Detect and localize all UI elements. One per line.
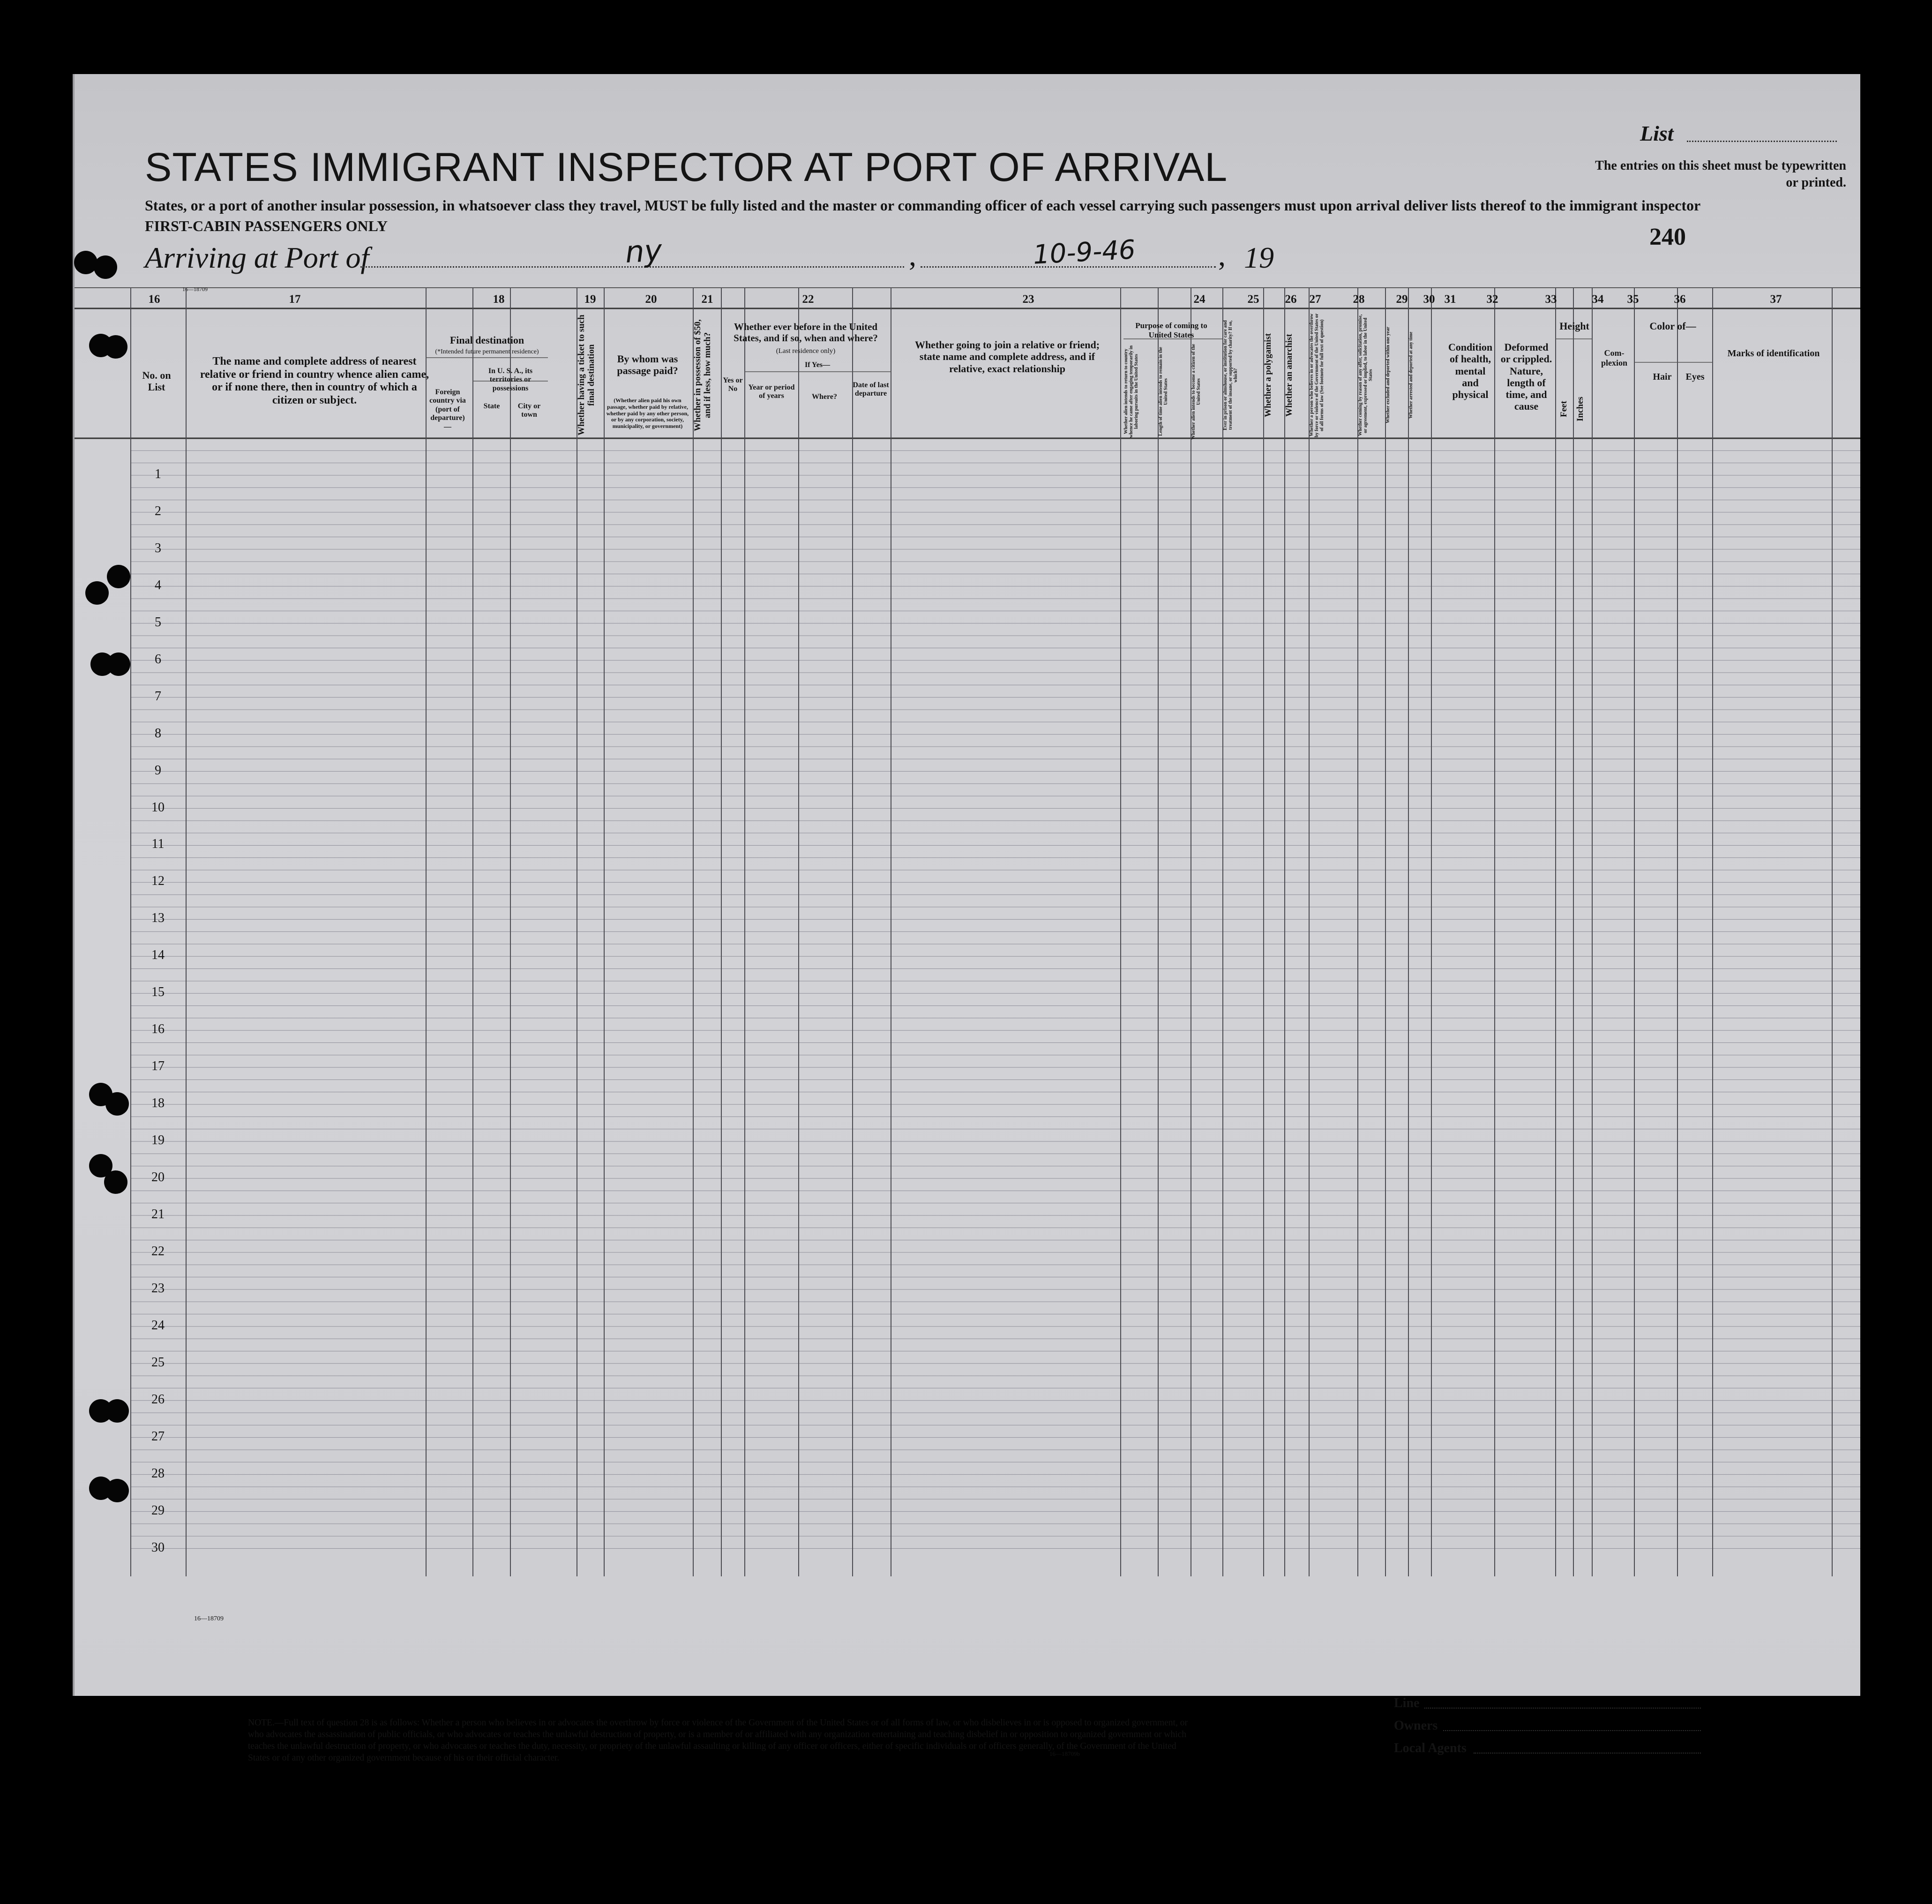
header-excluded-deported: Whether excluded and deported within one year [1385, 327, 1391, 424]
row-number: 19 [151, 1133, 165, 1148]
col-number-36: 36 [1674, 293, 1686, 306]
header-polygamist: Whether a polygamist [1263, 333, 1273, 418]
col-number-22: 22 [802, 293, 814, 306]
punch-hole [105, 1479, 129, 1502]
row-number: 3 [155, 540, 161, 555]
header-date-last-departure: Date of last departure [853, 381, 889, 398]
header-last-residence: (Last residence only) [776, 347, 836, 355]
punch-hole [94, 255, 117, 279]
row-number: 27 [151, 1429, 165, 1444]
header-if-yes: If Yes— [804, 361, 831, 369]
header-join-relative: Whether going to join a relative or friend; state name and complete address, and if relative, exact relationship [914, 339, 1100, 375]
row-number: 15 [151, 985, 165, 1000]
header-marks-identification: Marks of identification [1727, 348, 1820, 359]
row-number: 29 [151, 1503, 165, 1518]
header-passage-paid-note: (Whether alien paid his own passage, whether paid by relative, whether paid by any other person, or by any corporation, society, municipality, or government) [606, 397, 689, 430]
col-number-30: 30 [1423, 293, 1435, 306]
header-anarchist: Whether an anarchist [1284, 334, 1294, 417]
page-number: 240 [1649, 224, 1686, 250]
punch-hole [105, 1399, 129, 1423]
header-where: Where? [812, 393, 837, 401]
header-purpose-of-coming: Purpose of coming to United States [1135, 321, 1207, 339]
port-value: ny [624, 233, 663, 270]
owners-label: Owners [1394, 1718, 1438, 1733]
row-number: 25 [151, 1355, 165, 1370]
row-number: 26 [151, 1392, 165, 1407]
header-inches: Inches [1575, 397, 1585, 422]
header-state: State [483, 402, 500, 410]
col-number-29: 29 [1396, 293, 1408, 306]
row-number: 28 [151, 1466, 165, 1481]
header-feet: Feet [1559, 401, 1569, 418]
col-number-16: 16 [148, 293, 160, 306]
col-number-34: 34 [1592, 293, 1604, 306]
header-offer-to-labor: Whether coming by reason of any offer, solicitation, promise, or agreement, expressed or implied, to labor in the United States [1358, 314, 1373, 436]
punch-hole [107, 652, 130, 676]
header-ticket-final-destination: Whether having a ticket to such final destination [577, 315, 596, 436]
row-number: 1 [155, 466, 161, 481]
arriving-port-label: Arriving at Port of [145, 241, 369, 274]
row-number: 13 [151, 911, 165, 926]
row-number: 10 [151, 800, 165, 815]
immigration-form-sheet [73, 74, 1860, 1763]
header-overthrow-government: Whether a person who believes in or advocates the overthrow by force or violence of the Government of the United States or of all forms of law (See footnote for full text of question) [1309, 313, 1325, 437]
owners-underline [1443, 1730, 1701, 1731]
header-ever-before-in-us: Whether ever before in the United States, and if so, when and where? [734, 321, 878, 344]
col-number-33: 33 [1545, 293, 1557, 306]
header-yes-or-no: Yes or No [723, 376, 743, 393]
col-number-20: 20 [645, 293, 657, 306]
header-intends-return: Whether alien intends to return to country whence he came after engaging temporarily in laboring pursuits in the United States [1123, 345, 1139, 438]
header-no-on-list: No. on List [142, 369, 171, 393]
passenger-table [75, 287, 1860, 1576]
col-number-27: 27 [1309, 293, 1321, 306]
row-number: 11 [151, 837, 165, 852]
header-final-destination: Final destination [449, 334, 524, 346]
row-number: 24 [151, 1318, 165, 1333]
header-city-or-town: City or town [517, 402, 541, 419]
row-number: 22 [151, 1244, 165, 1259]
col-number-24: 24 [1193, 293, 1206, 306]
row-number: 17 [151, 1059, 165, 1074]
line-underline [1424, 1708, 1701, 1709]
row-number: 18 [151, 1096, 165, 1111]
header-hair: Hair [1653, 372, 1672, 382]
local-agents-label: Local Agents [1394, 1741, 1467, 1755]
form-instructions: States, or a port of another insular possession, in whatsoever class they travel, MUST be fully listed and the master or commanding officer of each vessel carrying such passengers must upon arrival deliver lists thereof to the immigrant inspector [145, 197, 1701, 214]
list-label: List [1640, 121, 1674, 145]
arrival-date-value: 10-9-46 [1032, 234, 1137, 270]
col-number-31: 31 [1444, 293, 1456, 306]
col-number-23: 23 [1022, 293, 1034, 306]
entries-note: The entries on this sheet must be typewritten or printed. [1595, 158, 1846, 190]
row-number: 23 [151, 1281, 165, 1296]
row-number: 20 [151, 1170, 165, 1185]
header-year-period: Year or period of years [748, 383, 795, 400]
header-height: Height [1559, 320, 1589, 332]
col-number-37: 37 [1770, 293, 1782, 306]
form-title: STATES IMMIGRANT INSPECTOR AT PORT OF ARRIVAL [145, 145, 1228, 190]
passenger-class-label: FIRST-CABIN PASSENGERS ONLY [145, 217, 388, 234]
punch-hole [105, 1092, 129, 1116]
table-grid [75, 287, 1860, 1576]
header-in-usa: In U. S. A., its territories or possessions [488, 367, 533, 392]
row-number: 12 [151, 874, 165, 889]
local-agents-underline [1474, 1753, 1701, 1754]
col-number-32: 32 [1486, 293, 1498, 306]
punch-hole [107, 565, 130, 588]
header-arrested-deported: Whether arrested and deported at any time [1408, 331, 1414, 419]
col-number-26: 26 [1285, 293, 1297, 306]
header-foreign-country: Foreign country via (port of departure)— [429, 388, 466, 431]
header-intends-citizen: Whether alien intends to become a citizen of the United States [1191, 344, 1201, 440]
punch-hole [85, 581, 109, 605]
header-possession-50: Whether in possession of $50, and if less, how much? [693, 319, 712, 431]
col-number-35: 35 [1627, 293, 1639, 306]
row-number: 5 [155, 615, 161, 630]
separator: , [909, 239, 916, 272]
row-number: 21 [151, 1207, 165, 1222]
header-deformed-crippled: Deformed or crippled. Nature, length of time, and cause [1500, 341, 1552, 412]
separator: , [1218, 239, 1226, 272]
col-number-28: 28 [1353, 293, 1365, 306]
header-eyes: Eyes [1685, 372, 1705, 382]
line-label: Line [1394, 1696, 1420, 1710]
header-passage-paid: By whom was passage paid? [617, 353, 678, 377]
year-prefix: 19 [1244, 241, 1274, 274]
col-number-18: 18 [493, 293, 505, 306]
col-number-17: 17 [289, 293, 301, 306]
punch-hole [104, 335, 127, 359]
row-number: 6 [155, 652, 161, 667]
row-number: 2 [155, 503, 161, 518]
header-prison-almshouse: Ever in prison or almshouse, or institution for care and treatment of the insane, or supported by charity? If so, which? [1223, 320, 1238, 430]
col-number-25: 25 [1247, 293, 1259, 306]
header-length-of-stay: Length of time alien intends to remain in the United States [1158, 347, 1168, 436]
footnote-form-code: 16—18709b [1049, 1750, 1080, 1757]
row-number: 8 [155, 726, 161, 741]
header-condition-health: Condition of health, mental and physical [1448, 341, 1493, 401]
col-number-19: 19 [584, 293, 596, 306]
form-code-top: 16—18709 [182, 286, 208, 292]
row-number: 16 [151, 1022, 165, 1037]
row-number: 9 [155, 763, 161, 778]
col-number-21: 21 [701, 293, 713, 306]
header-final-destination-note: (*Intended future permanent residence) [435, 348, 539, 355]
row-number: 7 [155, 689, 161, 704]
header-color-of: Color of— [1649, 320, 1696, 332]
header-nearest-relative: The name and complete address of nearest relative or friend in country whence alien came, or if none there, then in country of which a citizen or subject. [200, 355, 429, 406]
form-code-bottom: 16—18709 [194, 1615, 224, 1622]
row-number: 30 [151, 1540, 165, 1555]
row-number: 14 [151, 948, 165, 963]
punch-hole [104, 1170, 127, 1194]
list-underline [1687, 141, 1837, 142]
header-complexion: Com-plexion [1601, 348, 1627, 367]
footnote-question-28: NOTE.—Full text of question 28 is as follows: Whether a person who believes in or advocates the overthrow by force or violence of the Government of the United States or of all forms of law, or who disbelieves in or is opposed to organized government, or who advocates the assassination of public officials, or who advocates or teaches the unlawful destruction of property, or is a member of or affiliated with any organization entertaining and teaching disbelief in or opposition to organized government or which teaches the unlawful destruction of property, or who advocates or teaches the duty, necessity, or propriety of the unlawful assaulting or killing of any officer or officers, either of specific individuals or of officers generally, of the Government of the United States or of any other organized government because of his or their official character. [248, 1718, 1188, 1763]
row-number: 4 [155, 577, 161, 592]
